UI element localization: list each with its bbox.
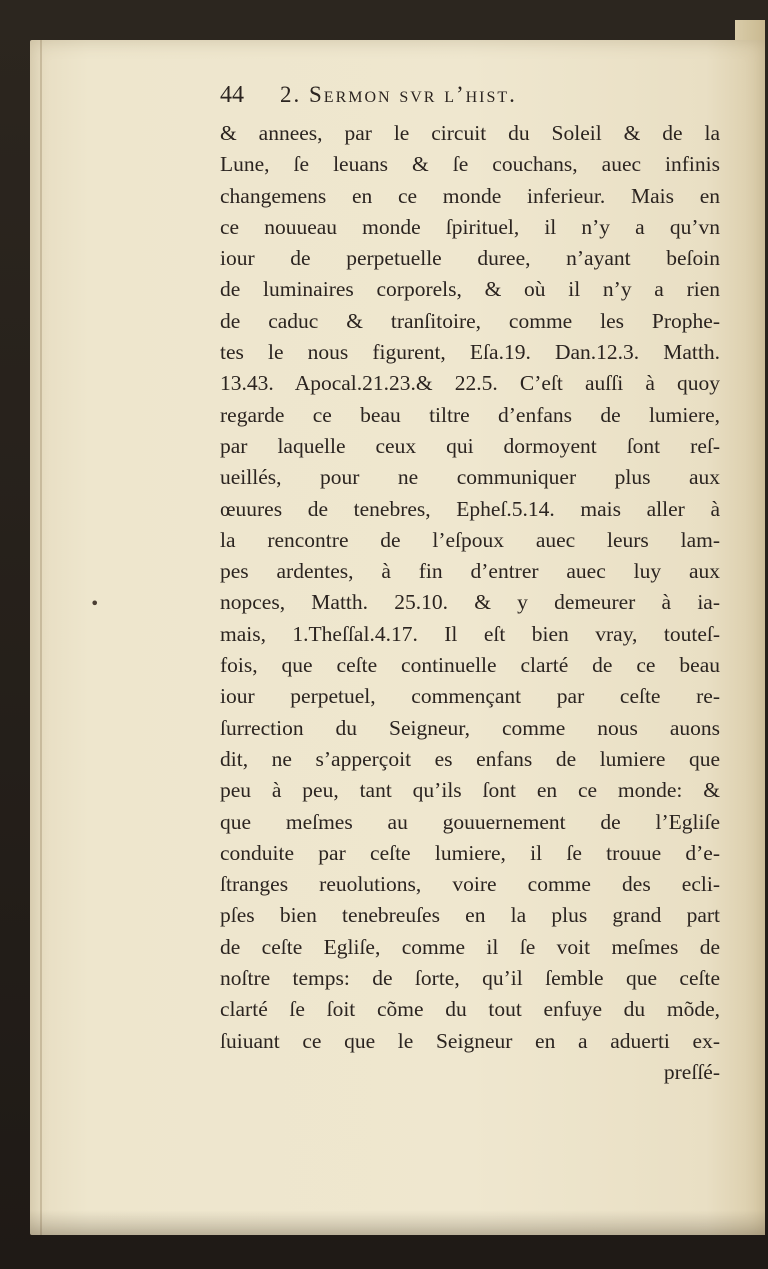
- text-line: nopces, Matth. 25.10. & y demeurer à ia-: [220, 590, 720, 615]
- text-line: conduite par ceſte lumiere, il ſe trouue d’e-: [220, 840, 720, 865]
- text-line: ſtranges reuolutions, voire comme des ecli-: [220, 872, 720, 897]
- text-line: ueillés, pour ne communiquer plus aux: [220, 465, 720, 490]
- text-line: de ceſte Egliſe, comme il ſe voit meſmes de: [220, 934, 720, 959]
- text-line: de caduc & tranſitoire, comme les Prophe-: [220, 308, 720, 333]
- text-line: & annees, par le circuit du Soleil & de la: [220, 121, 720, 145]
- page-number: 44: [220, 82, 244, 108]
- text-line: regarde ce beau tiltre d’enfans de lumiere,: [220, 402, 720, 427]
- text-line: noſtre temps: de ſorte, qu’il ſemble que ceſte: [220, 966, 720, 991]
- text-line: fois, que ceſte continuelle clarté de ce beau: [220, 653, 720, 678]
- margin-mark: •: [90, 594, 100, 613]
- catchword: preſſé-: [663, 1059, 720, 1084]
- text-line: tes le nous figurent, Eſa.19. Dan.12.3. Matth.: [220, 340, 720, 365]
- text-line: dit, ne s’apperçoit es enfans de lumiere que: [220, 746, 720, 771]
- page-header: [220, 82, 720, 118]
- text-line: changemens en ce monde inferieur. Mais en: [220, 183, 720, 208]
- running-title: 2. Sermon svr l’hist.: [280, 82, 517, 107]
- text-line: 13.43. Apocal.21.23.& 22.5. C’eſt auſſi à quoy: [220, 371, 720, 396]
- text-line: ſuiuant ce que le Seigneur en a aduerti ex-: [220, 1028, 720, 1053]
- text-line: que meſmes au gouuernement de l’Egliſe: [220, 809, 720, 834]
- text-line: de luminaires corporels, & où il n’y a rien: [220, 277, 720, 302]
- text-block: [220, 82, 720, 1087]
- text-line: pes ardentes, à fin d’entrer auec luy aux: [220, 559, 720, 584]
- binding-shadow: [30, 1210, 765, 1235]
- text-line: la rencontre de l’eſpoux auec leurs lam-: [220, 527, 720, 552]
- text-line: ſurrection du Seigneur, comme nous auons: [220, 715, 720, 740]
- text-line: Lune, ſe leuans & ſe couchans, auec infinis: [220, 152, 720, 177]
- text-line: iour de perpetuelle duree, n’ayant beſoin: [220, 246, 720, 271]
- text-line: iour perpetuel, commençant par ceſte re-: [220, 684, 720, 709]
- text-line: peu à peu, tant qu’ils ſont en ce monde: &: [220, 778, 720, 803]
- fold-line: [40, 40, 42, 1235]
- text-line: pſes bien tenebreuſes en la plus grand part: [220, 903, 720, 928]
- text-line: mais, 1.Theſſal.4.17. Il eſt bien vray, touteſ-: [220, 621, 720, 646]
- text-line: ce nouueau monde ſpirituel, il n’y a qu’vn: [220, 214, 720, 239]
- text-line: œuures de tenebres, Epheſ.5.14. mais aller à: [220, 496, 720, 521]
- text-line: par laquelle ceux qui dormoyent ſont reſ-: [220, 433, 720, 458]
- text-line: clarté ſe ſoit cõme du tout enfuye du mõde,: [220, 997, 720, 1022]
